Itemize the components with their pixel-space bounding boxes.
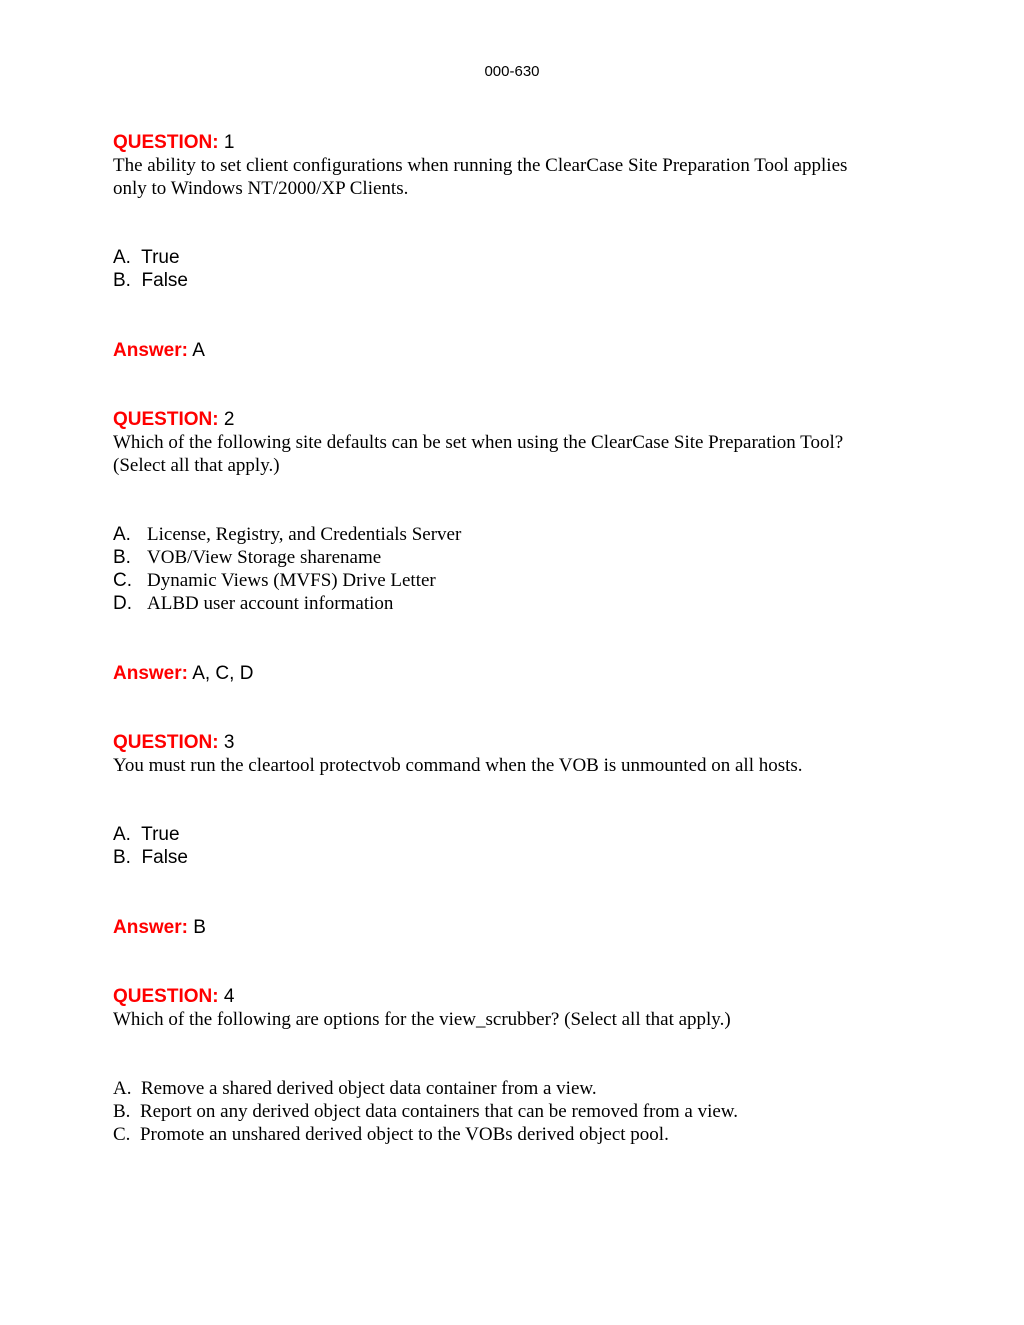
question-text-line: only to Windows NT/2000/XP Clients. <box>113 178 409 199</box>
question-label: QUESTION: <box>113 986 219 1007</box>
option-text: VOB/View Storage sharename <box>147 547 382 568</box>
option-letter: A. <box>113 247 131 268</box>
option-item <box>113 1123 913 1146</box>
question-text-line: Which of the following site defaults can be set when using the ClearCase Site Preparation Tool? <box>113 432 844 453</box>
question-number: 4 <box>223 986 235 1007</box>
option-item <box>113 846 913 869</box>
option-item <box>113 246 913 269</box>
question-block <box>113 408 913 615</box>
option-letter: B. <box>113 847 131 868</box>
question-text-line: The ability to set client configurations when running the ClearCase Site Preparation Tool applies <box>113 155 848 176</box>
answer-label: Answer: <box>113 340 188 361</box>
option-text: Dynamic Views (MVFS) Drive Letter <box>147 570 436 591</box>
answer-label: Answer: <box>113 917 188 938</box>
options-list <box>113 823 913 869</box>
question-text <box>113 754 913 777</box>
question-number: 1 <box>223 132 235 153</box>
option-letter: B. <box>113 547 131 568</box>
options-list <box>113 246 913 292</box>
options-list <box>113 1077 913 1146</box>
option-text: True <box>141 247 180 268</box>
option-text: Remove a shared derived object data container from a view. <box>140 1078 597 1099</box>
option-item <box>113 546 913 569</box>
option-item <box>113 269 913 292</box>
question-number: 2 <box>223 409 235 430</box>
question-text-line: (Select all that apply.) <box>113 455 280 476</box>
answer-label: Answer: <box>113 663 188 684</box>
option-letter: D. <box>113 593 132 614</box>
question-label: QUESTION: <box>113 409 219 430</box>
question-label: QUESTION: <box>113 132 219 153</box>
option-text: True <box>141 824 180 845</box>
answer-line <box>113 916 206 939</box>
option-letter: C. <box>113 570 132 591</box>
option-letter: A. <box>113 524 131 545</box>
question-heading <box>113 131 913 154</box>
option-letter: A. <box>113 1078 132 1099</box>
option-text: License, Registry, and Credentials Server <box>147 524 462 545</box>
question-block <box>113 731 913 869</box>
option-item <box>113 1077 913 1100</box>
question-block <box>113 985 913 1146</box>
option-text: Promote an unshared derived object to the VOBs derived object pool. <box>139 1124 669 1145</box>
question-label: QUESTION: <box>113 732 219 753</box>
option-item <box>113 569 913 592</box>
question-heading <box>113 408 913 431</box>
option-item <box>113 592 913 615</box>
option-letter: C. <box>113 1124 131 1145</box>
option-letter: A. <box>113 824 131 845</box>
option-letter: B. <box>113 1101 131 1122</box>
question-heading <box>113 985 913 1008</box>
options-list <box>113 523 913 615</box>
answer-value: A <box>192 340 205 361</box>
option-text: Report on any derived object data containers that can be removed from a view. <box>139 1101 739 1122</box>
page-header-code: 000-630 <box>484 63 540 80</box>
question-heading <box>113 731 913 754</box>
option-text: False <box>141 847 188 868</box>
question-text <box>113 1008 913 1031</box>
question-text <box>113 154 913 200</box>
question-text-line: Which of the following are options for the view_scrubber? (Select all that apply.) <box>113 1009 731 1030</box>
answer-line <box>113 339 205 362</box>
option-item <box>113 1100 913 1123</box>
option-text: False <box>141 270 188 291</box>
answer-value: B <box>193 917 206 938</box>
option-item <box>113 523 913 546</box>
question-block <box>113 131 913 292</box>
option-text: ALBD user account information <box>147 593 394 614</box>
question-text <box>113 431 913 477</box>
option-item <box>113 823 913 846</box>
answer-value: A, C, D <box>192 663 254 684</box>
question-number: 3 <box>223 732 235 753</box>
question-text-line: You must run the cleartool protectvob command when the VOB is unmounted on all hosts. <box>113 755 803 776</box>
option-letter: B. <box>113 270 131 291</box>
answer-line <box>113 662 253 685</box>
